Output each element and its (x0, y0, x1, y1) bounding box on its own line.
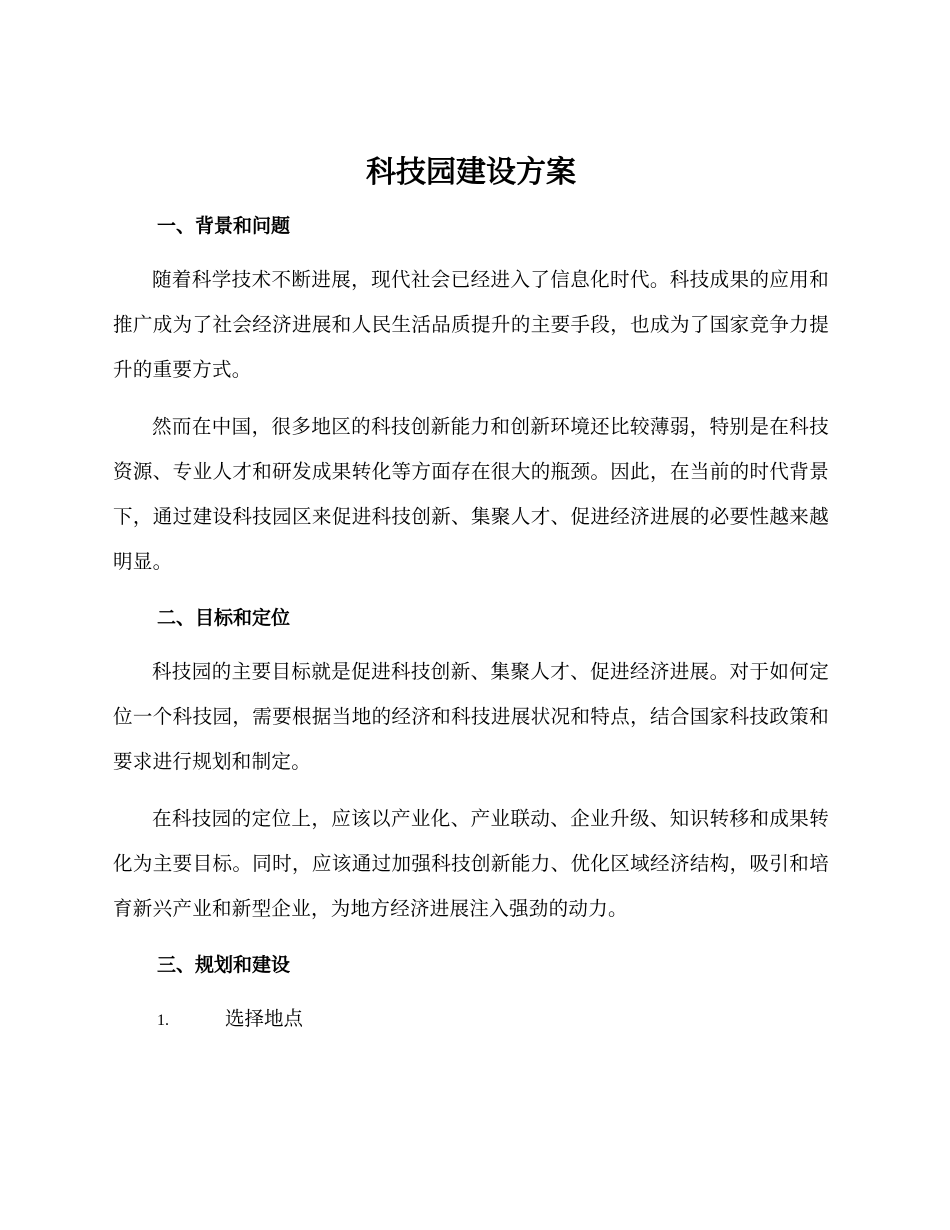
section-heading-goals: 二、目标和定位 (157, 607, 291, 629)
paragraph: 科技园的主要目标就是促进科技创新、集聚人才、促进经济进展。对于如何定位一个科技园，需要根据当地的经济和科技进展状况和特点，结合国家科技政策和要求进行规划和制定。 (113, 660, 829, 773)
paragraph: 然而在中国，很多地区的科技创新能力和创新环境还比较薄弱，特别是在科技资源、专业人才和研发成果转化等方面存在很大的瓶颈。因此，在当前的时代背景下，通过建设科技园区来促进科技创新、集聚人才、促进经济进展的必要性越来越明显。 (113, 415, 829, 573)
document-page (113, 148, 829, 1043)
paragraph: 随着科学技术不断进展，现代社会已经进入了信息化时代。科技成果的应用和推广成为了社会经济进展和人民生活品质提升的主要手段，也成为了国家竞争力提升的重要方式。 (113, 268, 829, 381)
list-number: 1. (157, 1012, 169, 1029)
list-text: 选择地点 (225, 1007, 304, 1030)
section-heading-background: 一、背景和问题 (157, 215, 291, 237)
document-title: 科技园建设方案 (366, 155, 576, 190)
section-heading-planning: 三、规划和建设 (157, 954, 291, 976)
paragraph: 在科技园的定位上，应该以产业化、产业联动、企业升级、知识转移和成果转化为主要目标。同时，应该通过加强科技创新能力、优化区域经济结构，吸引和培育新兴产业和新型企业，为地方经济进展注入强劲的动力。 (113, 807, 829, 920)
list-item (113, 996, 829, 1043)
